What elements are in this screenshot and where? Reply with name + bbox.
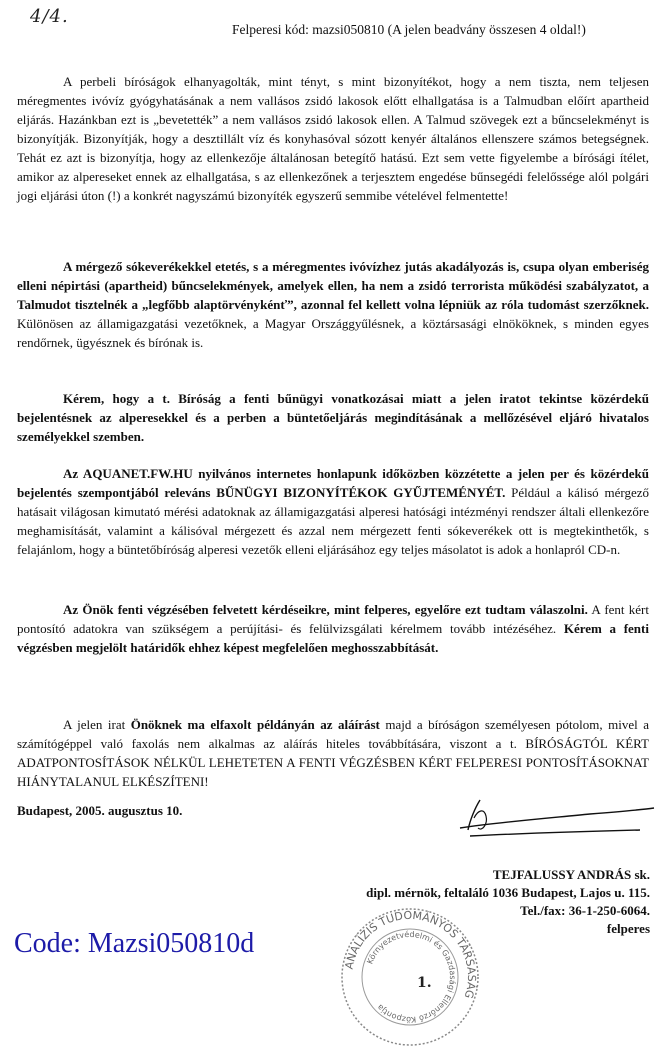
- paragraph-1: [17, 72, 649, 205]
- handwritten-page-number: 4/4.: [30, 6, 69, 27]
- paragraph-6-text-2: majd a bíróságon személyesen pótolom, mivel a számítógéppel való faxolás nem alkalmas az aláírás hiteles továbbítására, viszont a t. BÍRÓSÁGTÓL KÉRT ADATPONTOSÍTÁSOK NÉLKÜL LEHETETEN A FENTI VÉGZÉSBEN KÉRT FELPERESI PONTOSÍTÁSOKNAT HIÁNYTALANUL ELKÉSZÍTENI!: [17, 717, 649, 789]
- signer-address: dipl. mérnök, feltaláló 1036 Budapest, Lajos u. 115.: [366, 885, 650, 900]
- paragraph-5: [17, 600, 649, 657]
- paragraph-2: [17, 257, 649, 352]
- paragraph-5-bold-1: Az Önök fenti végzésében felvetett kérdéseikre, mint felperes, egyelőre ezt tudtam válaszolni.: [63, 602, 588, 617]
- signer-contact: Tel./fax: 36-1-250-6064.: [520, 903, 650, 918]
- paragraph-3: [17, 389, 649, 446]
- paragraph-6-bold: Önöknek ma elfaxolt példányán az aláírást: [130, 717, 380, 732]
- paragraph-1-text: A perbeli bíróságok elhanyagolták, mint tényt, s mint bizonyítékot, hogy a nem tiszta, nem teljesen méregmentes ivóvíz gyógyhatásának a nem vallásos zsidó lakosok előtt elhallgatása is a Talmudban előírt apartheid eljárás. Hazánkban ezt is „bevetették” a nem vallásos zsidó lakosok ellen. A Talmud szövegek ezt a bűncselekményt is bizonyítják. Bizonyítják, hogy a desztillált víz és konyhasóval sózott kenyér általános ellenszere számos betegségnek. Tehát ez azt is bizonyítja, hogy az ellenkezője általánosan betegítő hatású. Ezt sem vette figyelembe a bírósági ítélet, amikor az alpereseket ennek az elhallgatása, s az ellenkezőnek a terjesztem engedése bűnsegédi felelőssége alól polgári jogi eljárási úton (!) a konkrét nagyszámú bizonyíték egyszerű semmibe vételével felmentette!: [17, 74, 649, 203]
- paragraph-4-bold: Az AQUANET.FW.HU nyilvános internetes honlapunk időközben közzétette a jelen per és közérdekű bejelentés szempontjából releváns BŰNÜGYI BIZONYÍTÉKOK GYŰJTEMÉNYÉT.: [17, 466, 649, 500]
- paragraph-4: [17, 464, 649, 559]
- stamp-ring-text: ANALÍZIS TUDOMÁNYOS TÁRSASÁG: [342, 908, 479, 1001]
- paragraph-2-text: Különösen az államigazgatási vezetőknek, a Magyar Országgyűlésnek, a köztársasági elnököknek, s minden egyes rendőrnek, ügyésznek és bírónak is.: [17, 316, 649, 350]
- official-stamp-seal: [335, 905, 485, 1050]
- paragraph-4-text: Például a kálisó mérgező hatásait világosan kimutató mérési adatoknak az államigazgatási alperesi hatósági intézményi rendszer általi ellenkezőre meghamisítását, valamint a kálisóval mérgezett és azzal nem mérgezett fenti sókeverékek ott is megtekinthetők, s felajánlom, hogy a büntetőbíróság alperesi vezetők elleni eljárásához egy teljes másolatot is adok a honlapról CD-n.: [17, 485, 649, 557]
- paragraph-6: [17, 715, 649, 791]
- signer-name: TEJFALUSSY ANDRÁS sk.: [492, 867, 650, 882]
- document-code-footer: Code: Mazsi050810d: [14, 928, 255, 959]
- stamp-inner-text: Környezetvédelmi és Gazdasági Ellenőrző Központja: [365, 929, 458, 1025]
- paragraph-3-bold: Kérem, hogy a t. Bíróság a fenti bűnügyi vonatkozásai miatt a jelen iratot tekintse közérdekű bejelentésnek az alperesekkel és a perben a büntetőeljárás megindításának a mellőzésével eljáró hivatalos személyekkel szemben.: [17, 391, 649, 444]
- signer-role: felperes: [606, 921, 650, 936]
- plaintiff-code-header: Felperesi kód: mazsi050810 (A jelen beadvány összesen 4 oldal!): [232, 22, 586, 37]
- date-line: Budapest, 2005. augusztus 10.: [17, 803, 183, 818]
- paragraph-2-bold: A mérgező sókeverékekkel etetés, s a méregmentes ivóvízhez jutás akadályozás is, csupa olyan emberiség elleni népirtási (apartheid) bűncselekmények, amelyek ellen, ha nem a zsidó terrorista működési szabályzatot, a Talmudot tisztelnék a „legfőbb alaptörvénykénť”, azonnal fel kellett volna lépniük az róla tudomást szerzőknek.: [17, 259, 649, 312]
- paragraph-5-text: A fent kért pontosító adatokra van szükségem a perújítási- és felülvizsgálati kérelmem tovább intézéséhez.: [17, 602, 649, 636]
- stamp-number: 1.: [417, 975, 432, 991]
- paragraph-6-text-1: A jelen irat: [63, 717, 131, 732]
- paragraph-5-bold-2: Kérem a fenti végzésben megjelölt határidők ehhez képest megfelelően meghosszabbítását.: [17, 621, 649, 655]
- svg-text:Környezetvédelmi és Gazdasági: [365, 929, 457, 1024]
- handwritten-signature: [440, 788, 660, 848]
